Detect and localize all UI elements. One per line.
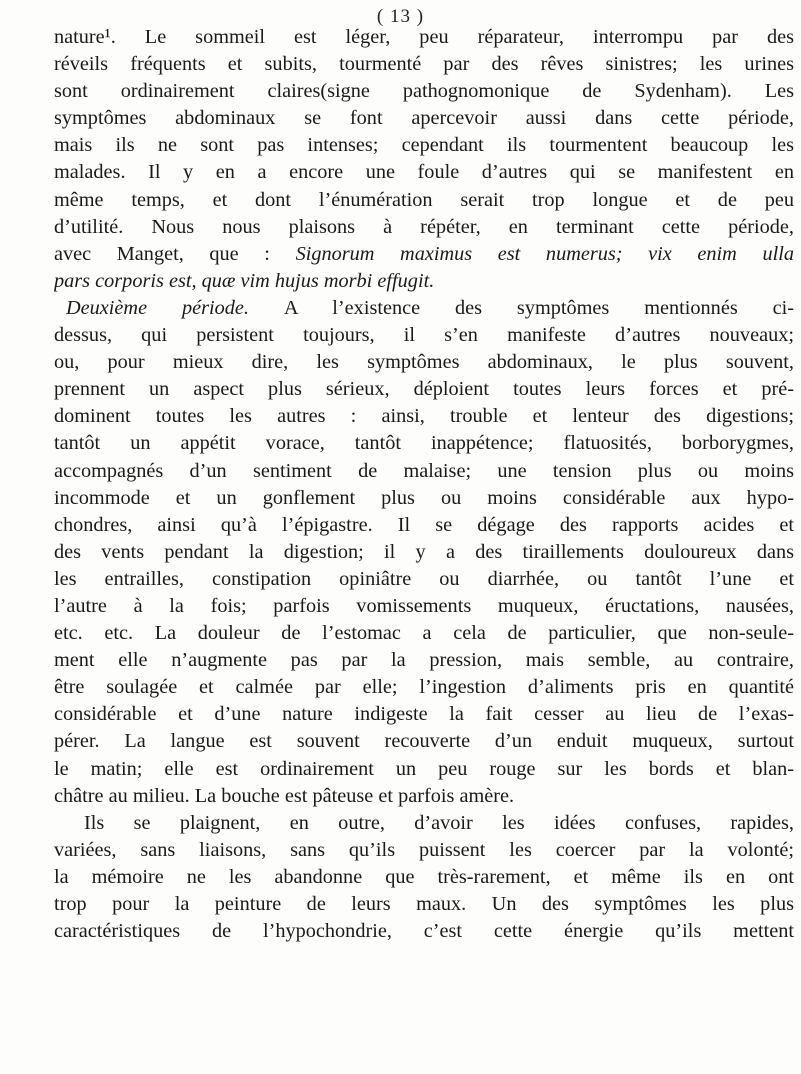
text-run: avec Manget, que : — [54, 242, 296, 265]
section-heading-line — [54, 295, 794, 322]
text-line: chondres, ainsi qu’à l’épigastre. Il se dégage des rapports acides et — [54, 513, 794, 536]
text-line: le matin; elle est ordinairement un peu rouge sur les bords et blan- — [54, 757, 794, 780]
text-run: A l’existence des symptômes mentionnés ci- — [283, 296, 794, 319]
text-line: dominent toutes les autres : ainsi, trouble et lenteur des digestions; — [54, 405, 794, 428]
text-line: etc. etc. La douleur de l’estomac a cela de particulier, que non-seule- — [54, 622, 794, 645]
latin-quote: Signorum maximus est numerus; vix enim ulla — [295, 242, 794, 265]
text-line: des vents pendant la digestion; il y a des tiraillements douloureux dans — [54, 540, 794, 563]
latin-quote-end: pars corporis est, quæ vim hujus morbi effugit. — [54, 269, 435, 292]
text-line: tantôt un appétit vorace, tantôt inappétence; flatuosités, borborygmes, — [54, 432, 794, 455]
text-line: accompagnés d’un sentiment de malaise; une tension plus ou moins — [54, 459, 794, 482]
text-line: incommode et un gonflement plus ou moins considérable aux hypo- — [54, 486, 794, 509]
text-line: même temps, et dont l’énumération serait trop longue et de peu — [54, 188, 794, 211]
text-line: d’utilité. Nous nous plaisons à répéter, en terminant cette période, — [54, 215, 794, 238]
page-number: ( 13 ) — [376, 6, 425, 27]
text-line: sont ordinairement claires(signe pathognomonique de Sydenham). Les — [54, 80, 794, 103]
text-line: symptômes abdominaux se font apercevoir aussi dans cette période, — [54, 107, 794, 130]
text-line: châtre au milieu. La bouche est pâteuse et parfois amère. — [54, 784, 515, 807]
text-line: nature¹. Le sommeil est léger, peu réparateur, interrompu par des — [54, 26, 794, 48]
text-line: trop pour la peinture de leurs maux. Un des symptômes les plus — [54, 893, 794, 915]
text-line: malades. Il y en a encore une foule d’autres qui se manifestent en — [54, 161, 794, 184]
text-line: les entrailles, constipation opiniâtre ou diarrhée, ou tantôt l’une et — [54, 567, 794, 590]
text-line: réveils fréquents et subits, tourmenté par des rêves sinistres; les urines — [54, 53, 794, 76]
text-line: considérable et d’une nature indigeste la fait cesser au lieu de l’exas- — [54, 703, 794, 726]
text-line: Ils se plaignent, en outre, d’avoir les idées confuses, rapides, — [84, 811, 794, 834]
text-line: être soulagée et calmée par elle; l’ingestion d’aliments pris en quantité — [54, 676, 794, 699]
text-line-with-latin-quote — [54, 241, 794, 268]
text-line: ment elle n’augmente pas par la pression, mais semble, au contraire, — [54, 649, 794, 672]
text-line: l’autre à la fois; parfois vomissements muqueux, éructations, nausées, — [54, 594, 794, 617]
text-line: variées, sans liaisons, sans qu’ils puissent les coercer par la volonté; — [54, 838, 794, 861]
text-line: la mémoire ne les abandonne que très-rarement, et même ils en ont — [54, 865, 794, 888]
text-line: ou, pour mieux dire, les symptômes abdominaux, le plus souvent, — [54, 351, 794, 374]
text-line: prennent un aspect plus sérieux, déploient toutes leurs forces et pré- — [54, 378, 794, 401]
text-line: caractéristiques de l’hypochondrie, c’est cette énergie qu’ils mettent — [54, 920, 794, 943]
text-line: dessus, qui persistent toujours, il s’en manifeste d’autres nouveaux; — [54, 324, 794, 347]
text-line: mais ils ne sont pas intenses; cependant ils tourmentent beaucoup les — [54, 134, 794, 157]
body-text — [54, 24, 794, 945]
section-heading: Deuxième période. — [66, 296, 284, 319]
text-line: pérer. La langue est souvent recouverte d’un enduit muqueux, surtout — [54, 730, 794, 753]
